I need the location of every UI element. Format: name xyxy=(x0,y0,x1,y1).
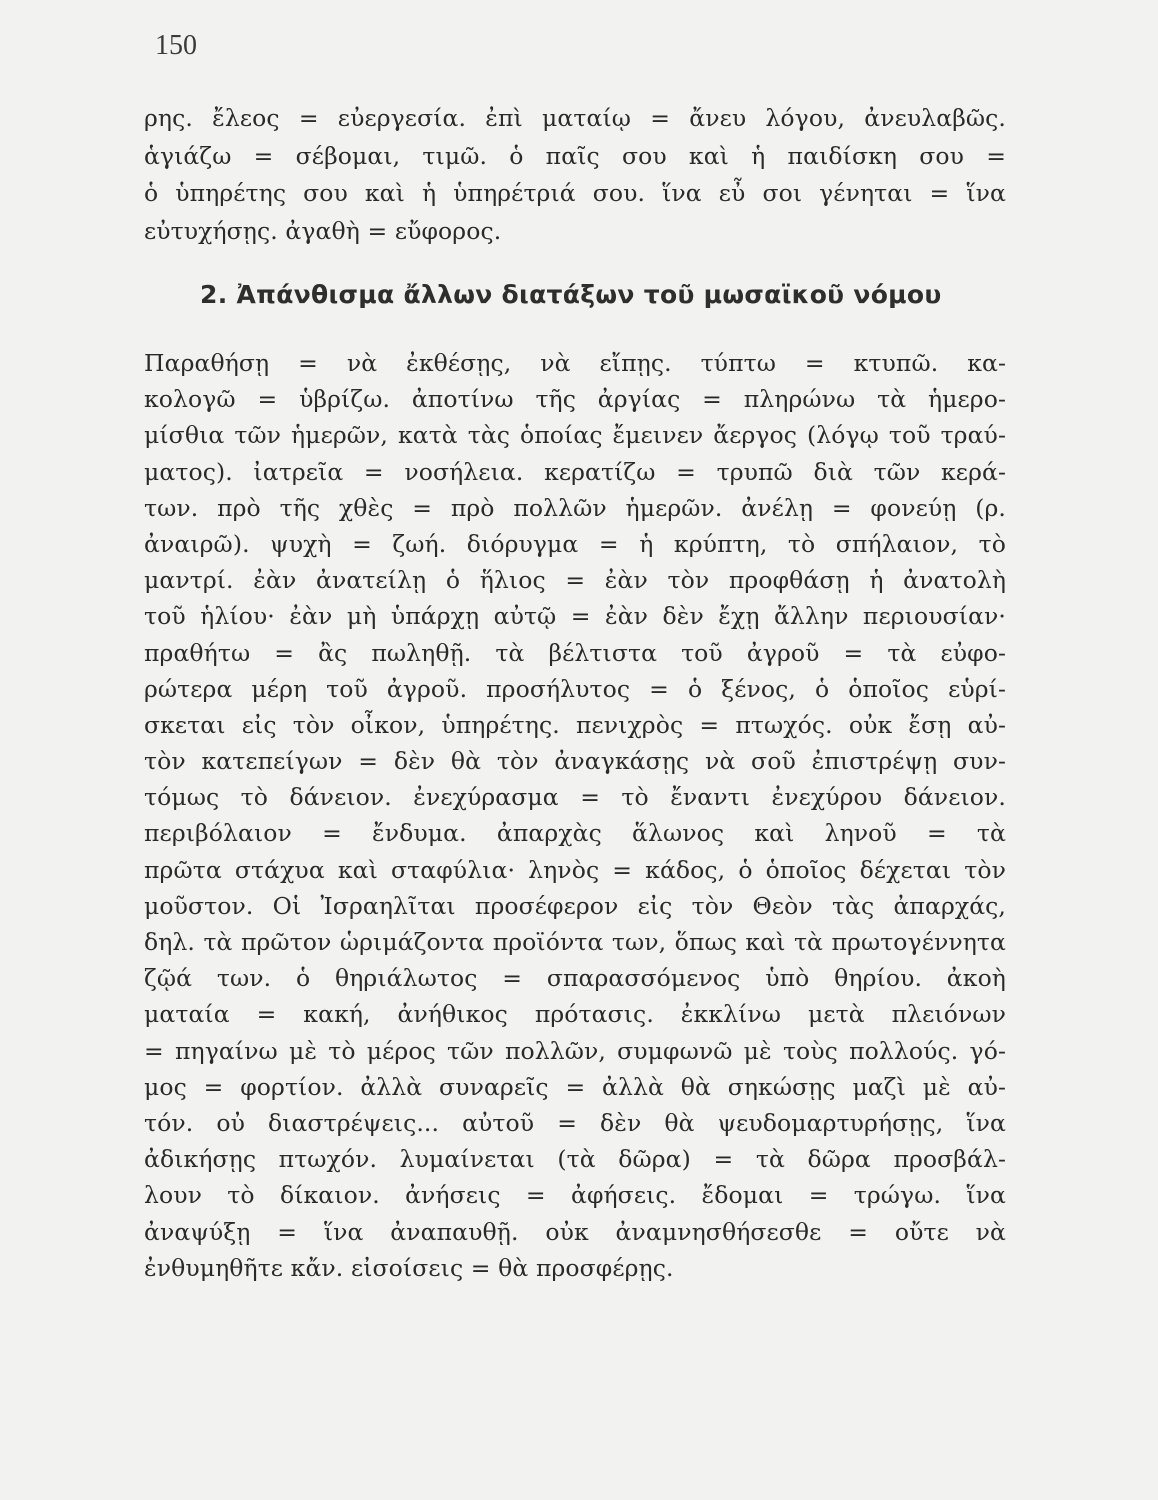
text-line: δηλ. τὰ πρῶτον ὡριμάζοντα προϊόντα των, ὅπως καὶ τὰ πρωτογέννητα xyxy=(144,928,1006,956)
text-line: ματος). ἰατρεῖα = νοσήλεια. κερατίζω = τρυπῶ διὰ τῶν κερά- xyxy=(144,457,1006,486)
body-paragraph xyxy=(144,345,1006,1286)
text-line: τόμως τὸ δάνειον. ἐνεχύρασμα = τὸ ἔναντι ἐνεχύρου δάνειον. xyxy=(144,783,1006,812)
text-line: τοῦ ἡλίου· ἐὰν μὴ ὑπάρχῃ αὐτῷ = ἐὰν δὲν ἔχῃ ἄλλην περιουσίαν· xyxy=(144,602,1006,631)
intro-paragraph xyxy=(144,100,1006,250)
text-line: ρης. ἔλεος = εὐεργεσία. ἐπὶ ματαίῳ = ἄνευ λόγου, ἀνευλαβῶς. xyxy=(144,104,1006,132)
text-line: ἐνθυμηθῆτε κἄν. εἰσοίσεις = θὰ προσφέρῃς. xyxy=(144,1253,674,1282)
text-line: ἀδικήσῃς πτωχόν. λυμαίνεται (τὰ δῶρα) = τὰ δῶρα προσβάλ- xyxy=(144,1145,1006,1174)
text-line: μος = φορτίον. ἀλλὰ συναρεῖς = ἀλλὰ θὰ σηκώσῃς μαζὶ μὲ αὐ- xyxy=(144,1072,1006,1101)
text-line: ἀναιρῶ). ψυχὴ = ζωή. διόρυγμα = ἡ κρύπτη, τὸ σπήλαιον, τὸ xyxy=(144,529,1006,558)
text-line: ἁγιάζω = σέβομαι, τιμῶ. ὁ παῖς σου καὶ ἡ παιδίσκη σου = xyxy=(144,141,1006,170)
text-line: ρώτερα μέρη τοῦ ἀγροῦ. προσήλυτος = ὁ ξένος, ὁ ὁποῖος εὑρί- xyxy=(144,674,1006,703)
text-line: μοῦστον. Οἱ Ἰσραηλῖται προσέφερον εἰς τὸν Θεὸν τὰς ἀπαρχάς, xyxy=(144,891,1006,920)
page-number: 150 xyxy=(155,30,197,61)
text-line: πραθήτω = ἂς πωληθῇ. τὰ βέλτιστα τοῦ ἀγροῦ = τὰ εὐφο- xyxy=(144,638,1006,667)
text-line: λουν τὸ δίκαιον. ἀνήσεις = ἀφήσεις. ἔδομαι = τρώγω. ἵνα xyxy=(144,1181,1006,1210)
text-line: = πηγαίνω μὲ τὸ μέρος τῶν πολλῶν, συμφωνῶ μὲ τοὺς πολλούς. γό- xyxy=(144,1036,1006,1065)
text-line: Παραθήσῃ = νὰ ἐκθέσῃς, νὰ εἴπῃς. τύπτω = κτυπῶ. κα- xyxy=(144,349,1006,377)
text-line: σκεται εἰς τὸν οἶκον, ὑπηρέτης. πενιχρὸς = πτωχός. οὐκ ἔσῃ αὐ- xyxy=(144,710,1006,739)
text-line: κολογῶ = ὑβρίζω. ἀποτίνω τῆς ἀργίας = πληρώνω τὰ ἡμερο- xyxy=(144,385,1006,414)
text-line: εὐτυχήσῃς. ἀγαθὴ = εὔφορος. xyxy=(144,216,502,245)
text-line: περιβόλαιον = ἔνδυμα. ἀπαρχὰς ἅλωνος καὶ ληνοῦ = τὰ xyxy=(144,819,1006,848)
text-line: τὸν κατεπείγων = δὲν θὰ τὸν ἀναγκάσῃς νὰ σοῦ ἐπιστρέψῃ συν- xyxy=(144,747,1006,776)
text-line: των. πρὸ τῆς χθὲς = πρὸ πολλῶν ἡμερῶν. ἀνέλῃ = φονεύῃ (ρ. xyxy=(144,493,1006,522)
text-line: ματαία = κακή, ἀνήθικος πρότασις. ἐκκλίνω μετὰ πλειόνων xyxy=(144,1000,1006,1029)
text-line: ὁ ὑπηρέτης σου καὶ ἡ ὑπηρέτριά σου. ἵνα εὖ σοι γένηται = ἵνα xyxy=(144,179,1006,207)
text-line: ἀναψύξῃ = ἵνα ἀναπαυθῇ. οὐκ ἀναμνησθήσεσθε = οὔτε νὰ xyxy=(144,1217,1006,1246)
text-line: ζῷά των. ὁ θηριάλωτος = σπαρασσόμενος ὑπὸ θηρίου. ἀκοὴ xyxy=(144,964,1006,993)
text-line: πρῶτα στάχυα καὶ σταφύλια· ληνὸς = κάδος, ὁ ὁποῖος δέχεται τὸν xyxy=(144,855,1006,884)
text-line: τόν. οὐ διαστρέψεις... αὐτοῦ = δὲν θὰ ψευδομαρτυρήσῃς, ἵνα xyxy=(144,1108,1006,1137)
section-heading: 2. Ἀπάνθισμα ἄλλων διατάξων τοῦ μωσαϊκοῦ νόμου xyxy=(200,280,942,309)
text-line: μαντρί. ἐὰν ἀνατείλῃ ὁ ἥλιος = ἐὰν τὸν προφθάσῃ ἡ ἀνατολὴ xyxy=(144,566,1006,595)
text-line: μίσθια τῶν ἡμερῶν, κατὰ τὰς ὁποίας ἔμεινεν ἄεργος (λόγῳ τοῦ τραύ- xyxy=(144,421,1006,450)
